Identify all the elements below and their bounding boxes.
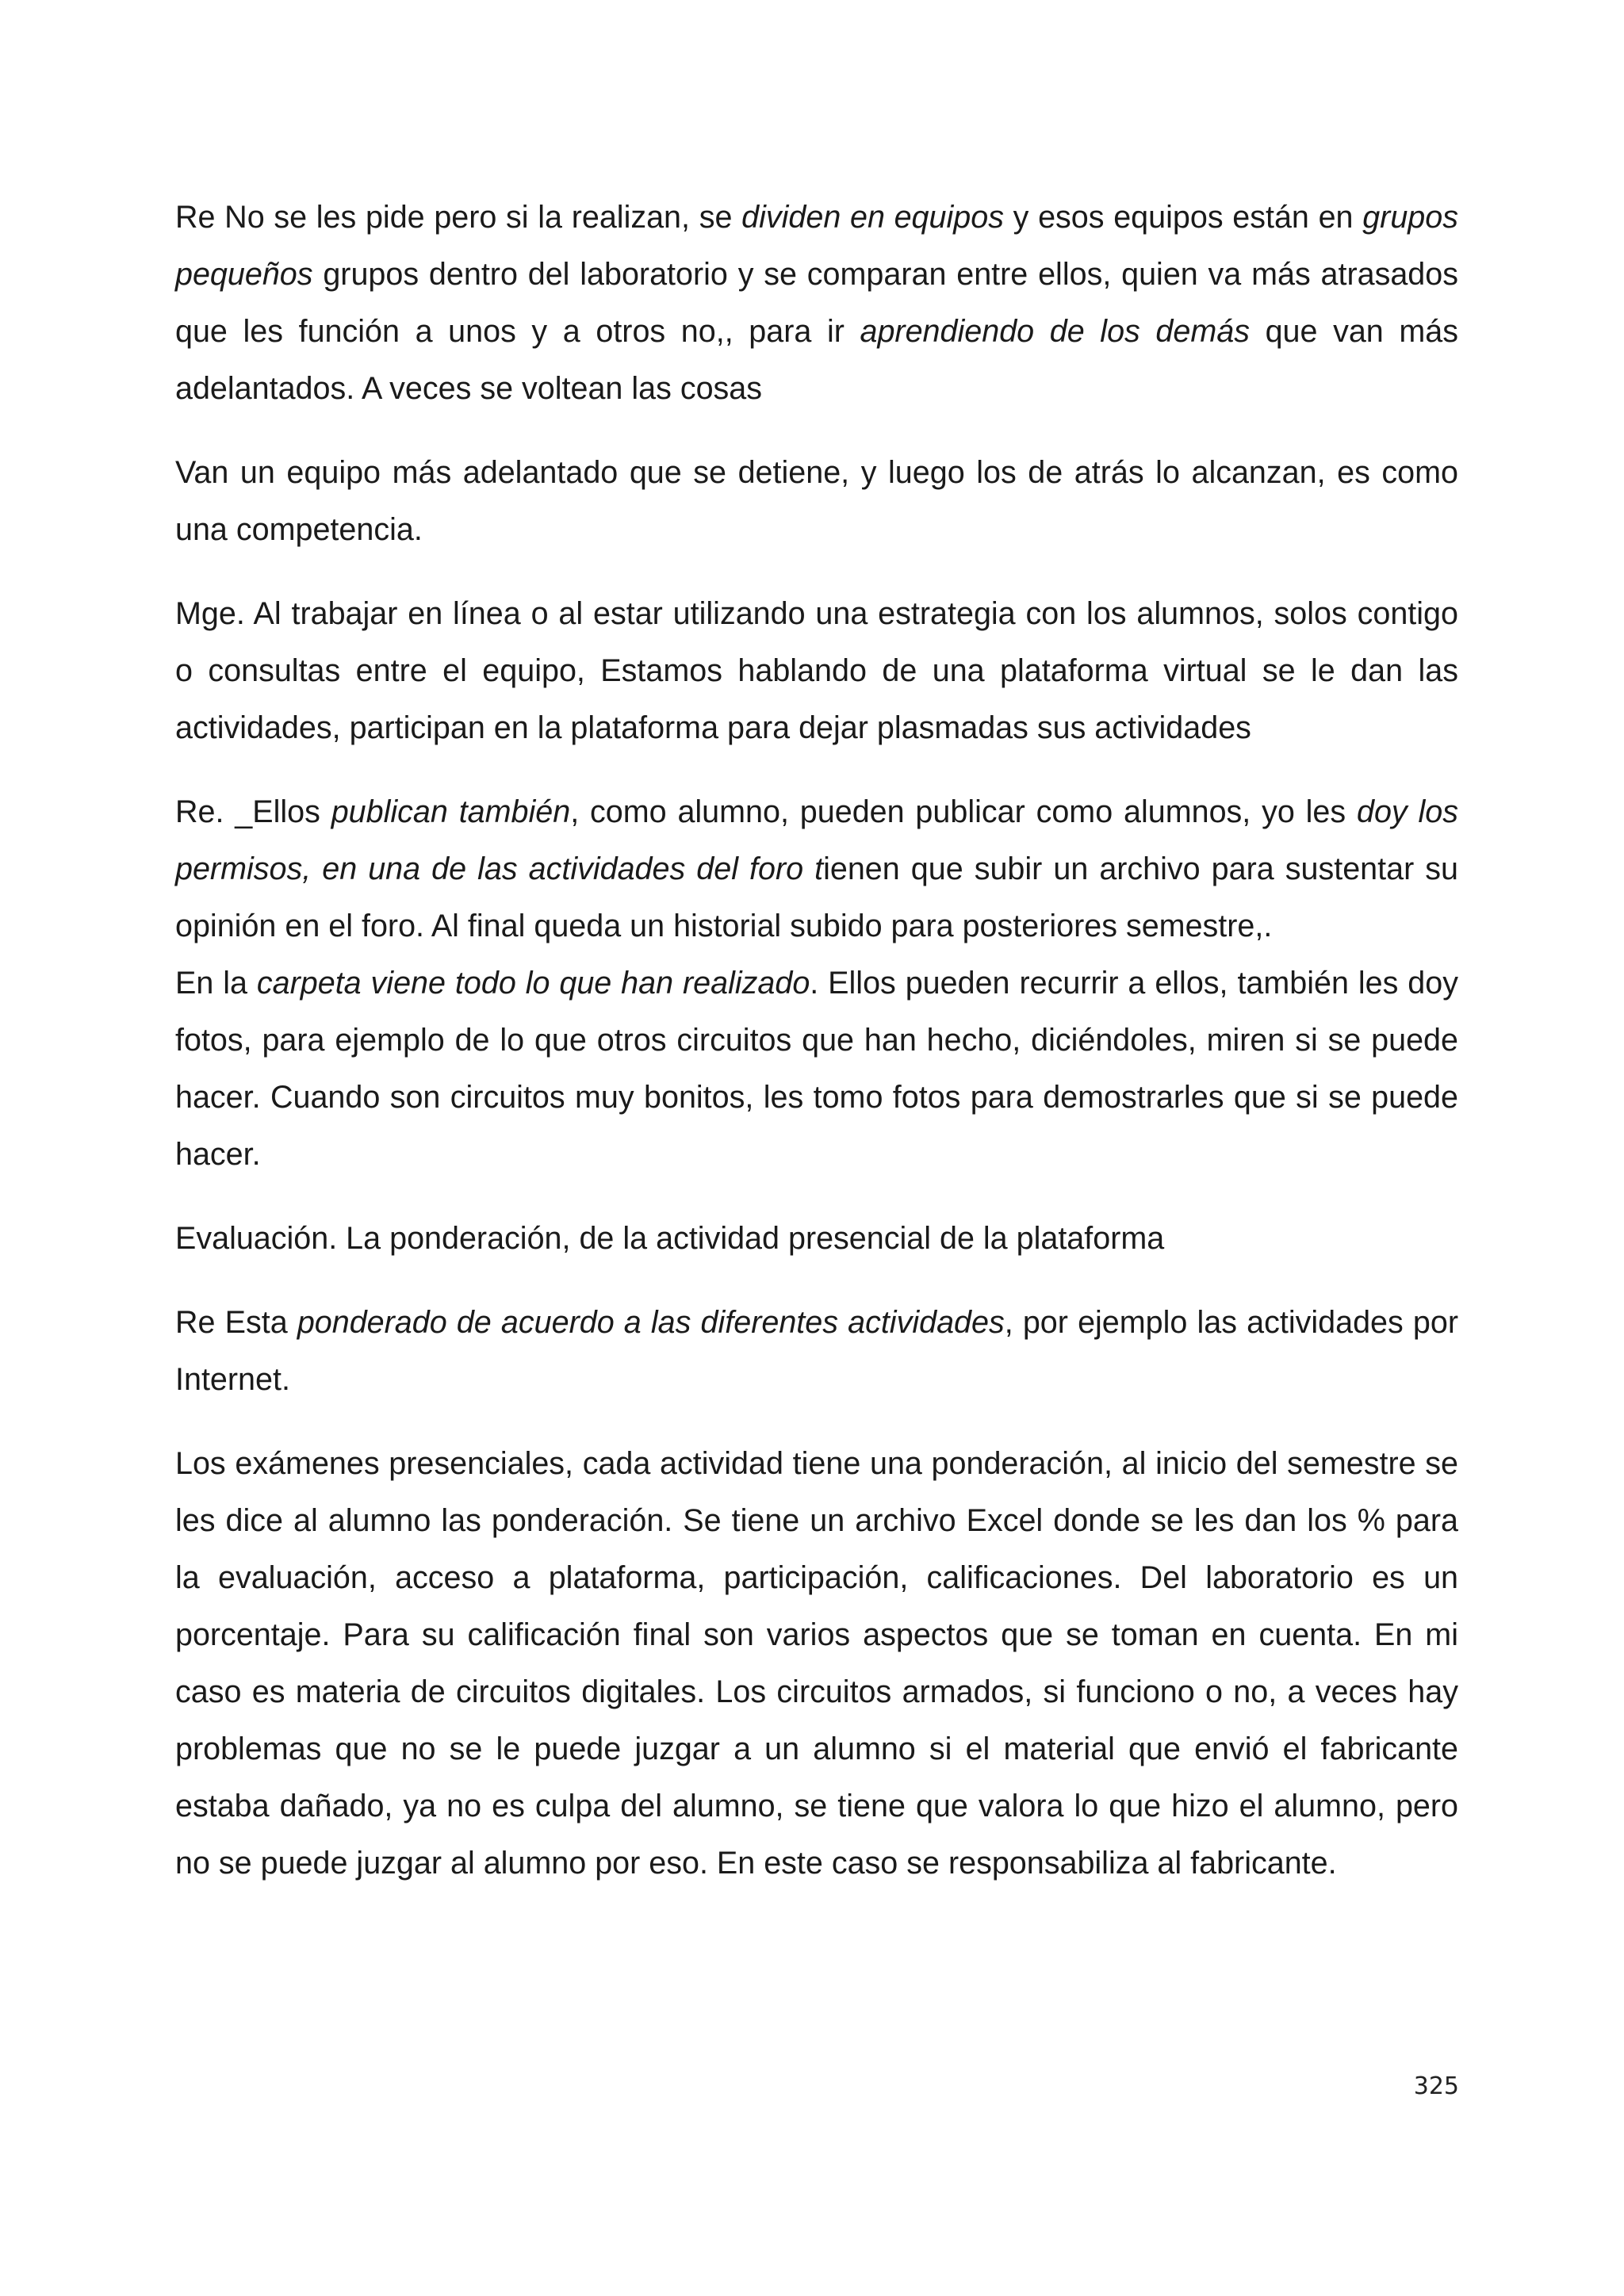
text-segment: , como alumno, pueden publicar como alumnos, yo les bbox=[570, 794, 1357, 829]
paragraph-7 bbox=[175, 1294, 1458, 1408]
text-segment: y esos equipos están en bbox=[1003, 200, 1363, 235]
text-segment: En la bbox=[175, 966, 257, 1001]
italic-text-segment: grupos pequeños bbox=[175, 200, 1458, 292]
text-segment: Los exámenes presenciales, cada actividad tiene una ponderación, al inicio del semestre se les dice al alumno las ponderación. Se tiene un archivo Excel donde se les dan los % para la evaluación, acceso a plataforma, participación, calificaciones. Del laboratorio es un porcentaje. Para su calificación final son varios aspectos que se toman en cuenta. En mi caso es materia de circuitos digitales. Los circuitos armados, si funciono o no, a veces hay problemas que no se le puede juzgar a un alumno si el material que envió el fabricante estaba dañado, ya no es culpa del alumno, se tiene que valora lo que hizo el alumno, pero no se puede juzgar al alumno por eso. En este caso se responsabiliza al fabricante. bbox=[175, 1446, 1458, 1881]
text-segment: Evaluación. La ponderación, de la actividad presencial de la plataforma bbox=[175, 1221, 1165, 1256]
document-page bbox=[175, 189, 1458, 1919]
italic-text-segment: doy los permisos, en una de las actividades del foro t bbox=[175, 794, 1458, 886]
paragraph-4 bbox=[175, 783, 1458, 955]
paragraph-3 bbox=[175, 585, 1458, 756]
text-segment: que van más adelantados. A veces se voltean las cosas bbox=[175, 314, 1459, 406]
text-segment: Mge. Al trabajar en línea o al estar utilizando una estrategia con los alumnos, solos contigo o consultas entre el equipo, Estamos hablando de una plataforma virtual se le dan las actividades, participan en la plataforma para dejar plasmadas sus actividades bbox=[175, 596, 1458, 745]
text-segment: Re No se les pide pero si la realizan, se bbox=[175, 200, 742, 235]
italic-text-segment: aprendiendo de los demás bbox=[860, 314, 1250, 349]
italic-text-segment: dividen en equipos bbox=[741, 200, 1004, 235]
page-number: 325 bbox=[1413, 2072, 1459, 2100]
text-segment: ienen que subir un archivo para sustentar su opinión en el foro. Al final queda un historial subido para posteriores semestre,. bbox=[175, 851, 1458, 943]
text-segment: Van un equipo más adelantado que se detiene, y luego los de atrás lo alcanzan, es como una competencia. bbox=[175, 455, 1458, 547]
italic-text-segment: publican también bbox=[331, 794, 571, 829]
paragraph-5 bbox=[175, 955, 1458, 1183]
paragraph-6 bbox=[175, 1210, 1458, 1267]
italic-text-segment: carpeta viene todo lo que han realizado bbox=[256, 966, 810, 1001]
text-segment: , por ejemplo las actividades por Internet. bbox=[175, 1305, 1458, 1397]
italic-text-segment: ponderado de acuerdo a las diferentes actividades bbox=[297, 1305, 1005, 1340]
text-segment: . Ellos pueden recurrir a ellos, también les doy fotos, para ejemplo de lo que otros circuitos que han hecho, diciéndoles, miren si se puede hacer. Cuando son circuitos muy bonitos, les tomo fotos para demostrarles que si se puede hacer. bbox=[175, 966, 1458, 1172]
paragraph-1 bbox=[175, 189, 1458, 417]
text-segment: Re. _Ellos bbox=[175, 794, 331, 829]
text-segment: grupos dentro del laboratorio y se comparan entre ellos, quien va más atrasados que les función a unos y a otros no,, para ir bbox=[175, 257, 1458, 349]
paragraph-2 bbox=[175, 444, 1458, 558]
paragraph-8 bbox=[175, 1435, 1458, 1892]
text-segment: Re Esta bbox=[175, 1305, 297, 1340]
